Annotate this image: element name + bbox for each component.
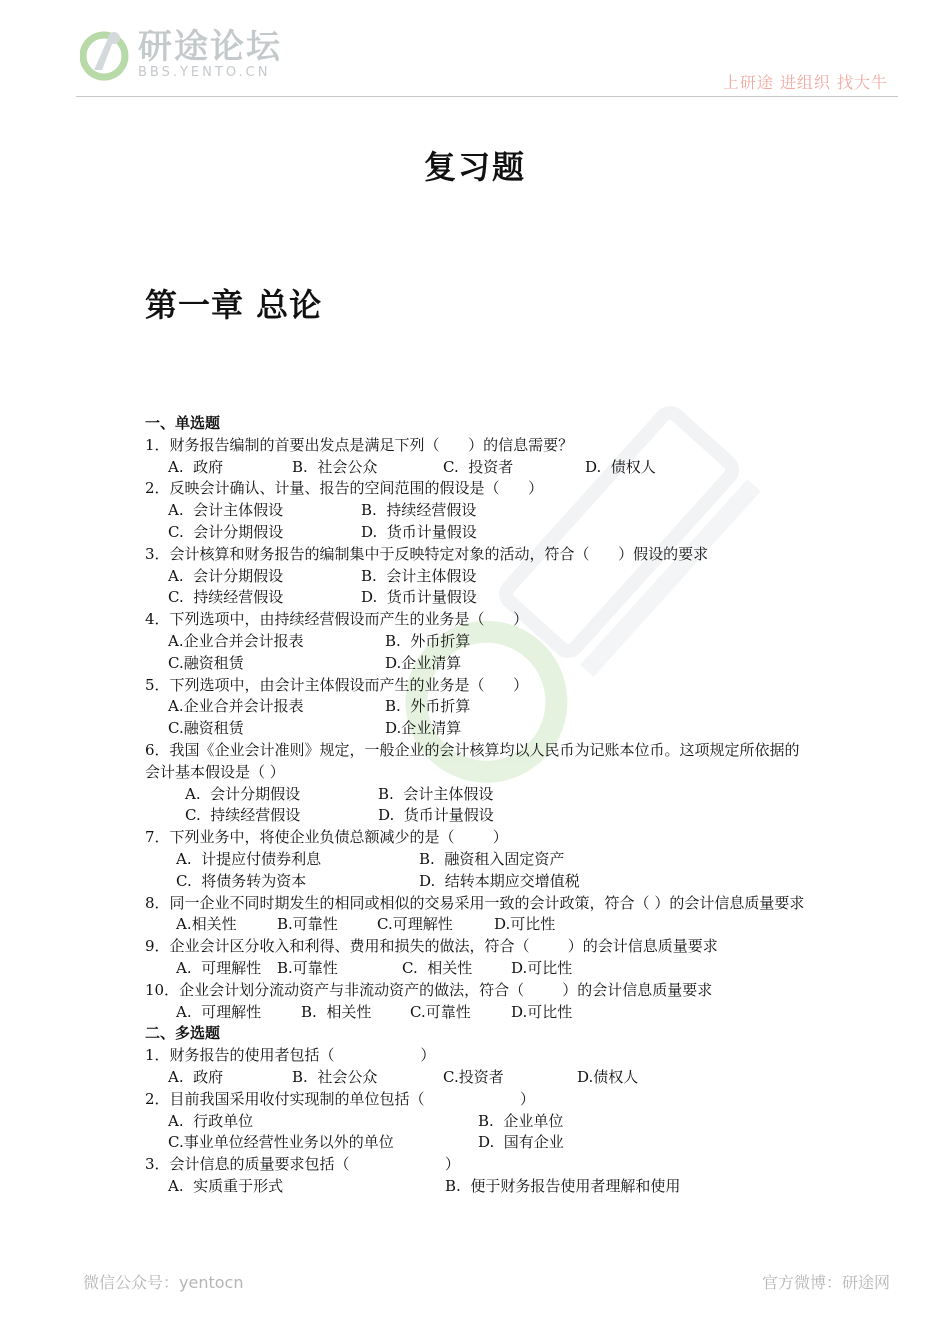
- option: C. 持续经营假设: [168, 588, 284, 607]
- option: D.企业清算: [385, 719, 462, 738]
- option: C.事业单位经营性业务以外的单位: [168, 1133, 394, 1152]
- option: A.相关性: [176, 915, 237, 934]
- option: C. 将债务转为资本: [176, 871, 307, 890]
- site-logo: [80, 26, 282, 82]
- option-row: [145, 914, 825, 936]
- option: A. 可理解性: [176, 958, 262, 977]
- option: C.融资租赁: [168, 653, 244, 672]
- question-text: 1．财务报告的使用者包括（ ）: [145, 1046, 436, 1065]
- option: D.可比性: [494, 915, 556, 934]
- multi-choice-heading: 二、多选题: [145, 1024, 221, 1043]
- option: C. 会计分期假设: [168, 522, 284, 541]
- option: D.企业清算: [385, 653, 462, 672]
- option-row: [145, 522, 825, 544]
- option: C. 投资者: [443, 457, 514, 476]
- logo-en-text: BBS.YENTO.CN: [138, 65, 271, 80]
- option: B. 外币折算: [385, 631, 471, 650]
- footer-weibo: 官方微博：研途网: [761, 1273, 890, 1292]
- option: C.可靠性: [410, 1002, 471, 1021]
- option: B. 相关性: [301, 1002, 372, 1021]
- question-text: 3．会计信息的质量要求包括（ ）: [145, 1155, 460, 1174]
- option: B. 持续经营假设: [361, 501, 477, 520]
- option: C.投资者: [443, 1067, 504, 1086]
- option: C.可理解性: [377, 915, 453, 934]
- option: A. 政府: [168, 1067, 224, 1086]
- header-slogan: 上研途 进组织 找大牛: [722, 73, 888, 92]
- option: D. 货币计量假设: [361, 588, 477, 607]
- option: A. 实质重于形式: [168, 1176, 284, 1195]
- logo-mark-icon: [80, 26, 132, 82]
- option: C. 持续经营假设: [185, 806, 301, 825]
- option: C. 相关性: [402, 958, 473, 977]
- option-row: [145, 871, 825, 893]
- chapter-title: 第一章 总论: [145, 286, 323, 324]
- question-text: 5．下列选项中，由会计主体假设而产生的业务是（ ）: [145, 675, 529, 694]
- option-row: [145, 1067, 825, 1089]
- option: A. 计提应付债券利息: [176, 849, 322, 868]
- option-row: [145, 500, 825, 522]
- header-divider: [76, 96, 898, 97]
- logo-cn-text: 研途论坛: [138, 27, 282, 67]
- question-text: 2．反映会计确认、计量、报告的空间范围的假设是（ ）: [145, 479, 544, 498]
- option-row: [145, 457, 825, 479]
- option: D. 债权人: [585, 457, 656, 476]
- footer-wechat: 微信公众号：yentocn: [83, 1273, 244, 1292]
- option-row: [145, 696, 825, 718]
- option-row: [145, 784, 825, 806]
- option-row: [145, 1176, 825, 1198]
- question-text: 10．企业会计划分流动资产与非流动资产的做法，符合（ ）的会计信息质量要求: [145, 980, 713, 999]
- option: D. 货币计量假设: [361, 522, 477, 541]
- option-row: [145, 1002, 825, 1024]
- question-text: 2．目前我国采用收付实现制的单位包括（ ）: [145, 1089, 535, 1108]
- option: B. 会计主体假设: [361, 566, 477, 585]
- option-row: [145, 718, 825, 740]
- option: A. 行政单位: [168, 1111, 254, 1130]
- option: D. 货币计量假设: [378, 806, 494, 825]
- option: B.可靠性: [277, 915, 338, 934]
- option: D.可比性: [511, 958, 573, 977]
- question-list: [145, 413, 825, 1198]
- question-text: 1．财务报告编制的首要出发点是满足下列（ ）的信息需要？: [145, 435, 574, 454]
- question-text: 7．下列业务中，将使企业负债总额减少的是（ ）: [145, 828, 508, 847]
- option: B. 便于财务报告使用者理解和使用: [445, 1176, 681, 1195]
- option-row: [145, 653, 825, 675]
- option: A. 政府: [168, 457, 224, 476]
- option: C.融资租赁: [168, 719, 244, 738]
- question-text: 9．企业会计区分收入和利得、费用和损失的做法，符合（ ）的会计信息质量要求: [145, 937, 718, 956]
- option: A. 会计分期假设: [185, 784, 301, 803]
- option-row: [145, 1132, 825, 1154]
- option-row: [145, 849, 825, 871]
- option-row: [145, 958, 825, 980]
- question-text: 6．我国《企业会计准则》规定，一般企业的会计核算均以人民币为记账本位币。这项规定所依据的会计基本假设是（ ）: [145, 740, 800, 781]
- option-row: [145, 566, 825, 588]
- option-row: [145, 805, 825, 827]
- document-title: 复习题: [423, 148, 526, 186]
- option: B. 社会公众: [292, 1067, 378, 1086]
- option: D. 结转本期应交增值税: [419, 871, 580, 890]
- option: A. 可理解性: [176, 1002, 262, 1021]
- option: B. 外币折算: [385, 697, 471, 716]
- option: A.企业合并会计报表: [168, 631, 304, 650]
- option: B. 会计主体假设: [378, 784, 494, 803]
- page-header: [0, 0, 950, 100]
- option: D.可比性: [511, 1002, 573, 1021]
- single-choice-heading: 一、单选题: [145, 414, 221, 432]
- option: A. 会计主体假设: [168, 501, 284, 520]
- question-text: 4．下列选项中，由持续经营假设而产生的业务是（ ）: [145, 610, 529, 629]
- option-row: [145, 587, 825, 609]
- option-row: [145, 1111, 825, 1133]
- option: B. 融资租入固定资产: [419, 849, 565, 868]
- option: D.债权人: [577, 1067, 639, 1086]
- question-text: 3．会计核算和财务报告的编制集中于反映特定对象的活动，符合（ ）假设的要求: [145, 544, 709, 563]
- option: B. 社会公众: [292, 457, 378, 476]
- question-text: 8．同一企业不同时期发生的相同或相似的交易采用一致的会计政策，符合（ ）的会计信息质量要求: [145, 893, 805, 912]
- option: B. 企业单位: [478, 1111, 564, 1130]
- option-row: [145, 631, 825, 653]
- option: D. 国有企业: [478, 1133, 564, 1152]
- option: B.可靠性: [277, 958, 338, 977]
- option: A.企业合并会计报表: [168, 697, 304, 716]
- option: A. 会计分期假设: [168, 566, 284, 585]
